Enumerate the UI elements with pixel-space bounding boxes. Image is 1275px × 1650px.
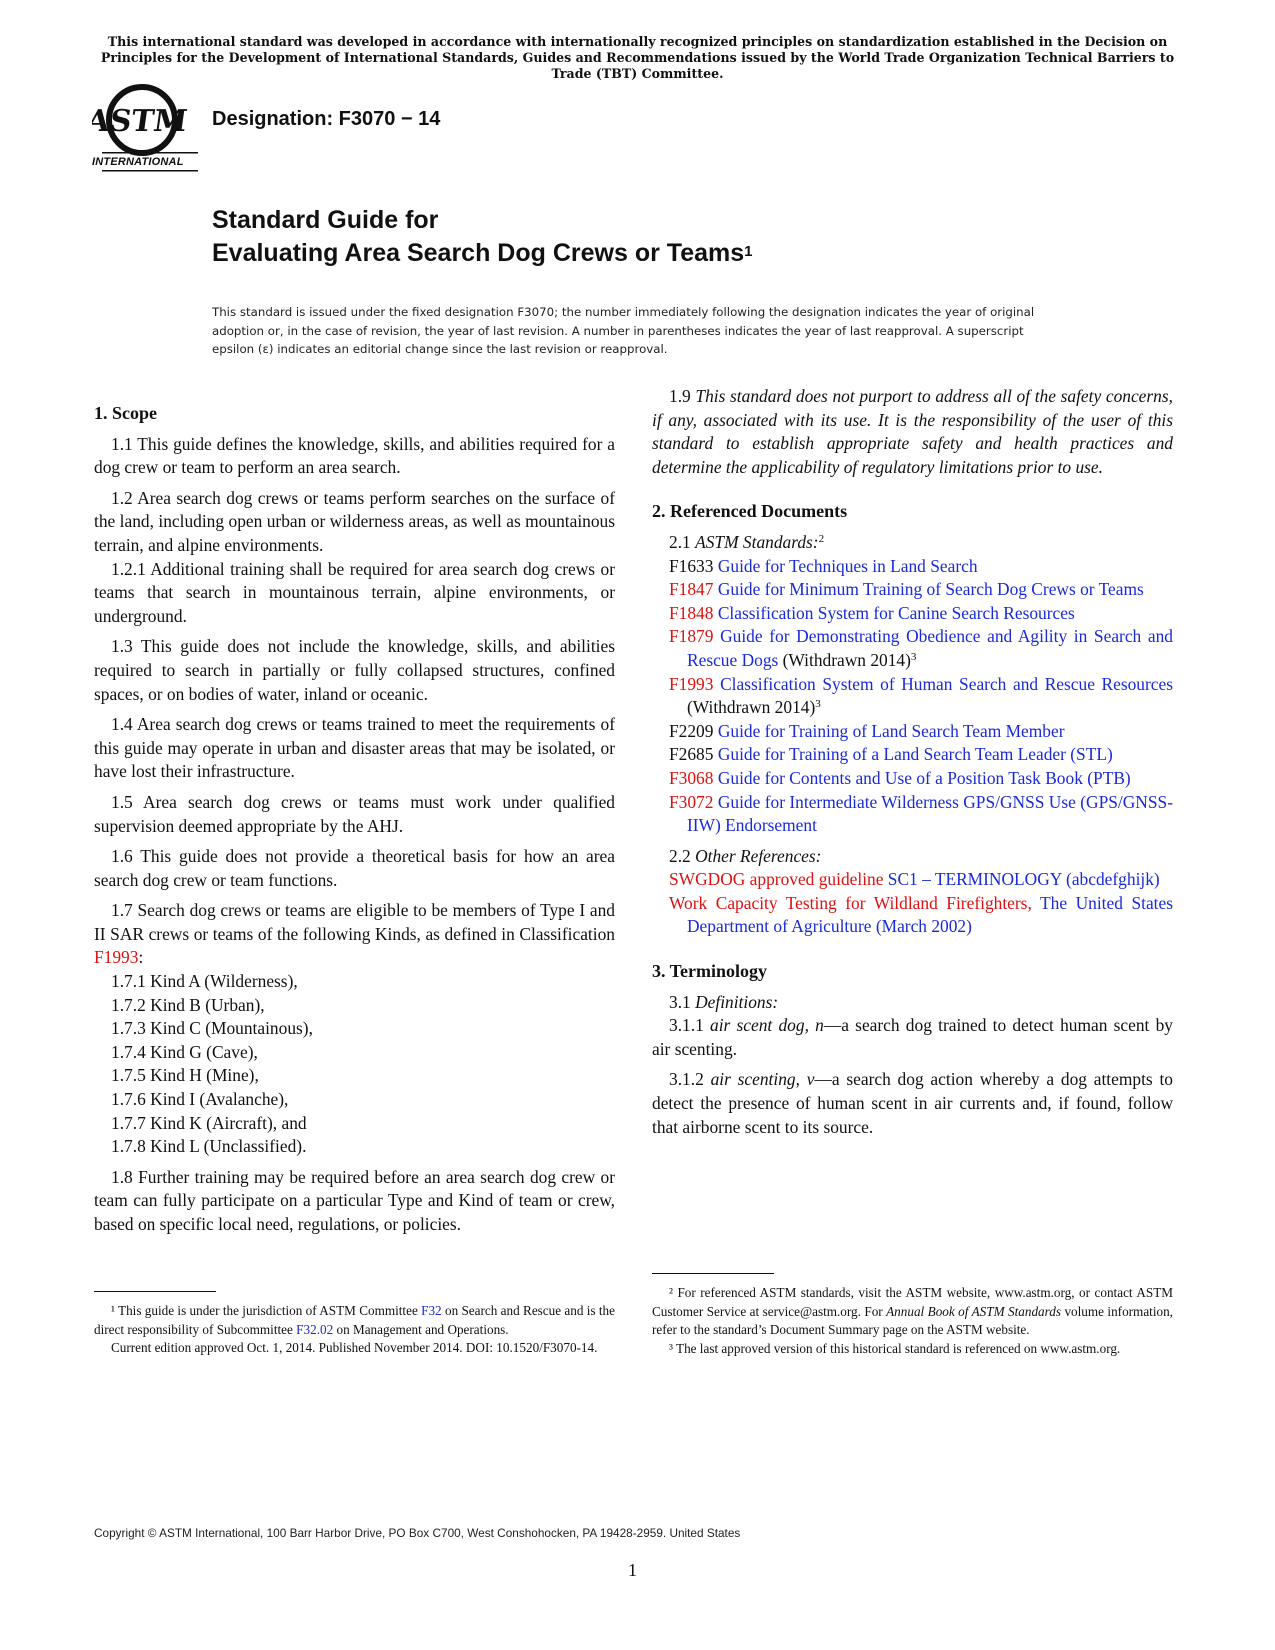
definitions-label: 3.1 Definitions: — [669, 991, 779, 1012]
ref-link[interactable]: Classification System of Human Search and Rescue Resources — [720, 673, 1173, 694]
kinds-list — [94, 970, 615, 1159]
ref-item-f1879: F1879 Guide for Demonstrating Obedience and Agility in Search and Rescue Dogs (Withdrawn 2014)$^3$ — [669, 626, 1173, 670]
kind-item: 1.7.7 Kind K (Aircraft), and — [111, 1112, 307, 1133]
ref-code-link[interactable]: F1879 — [669, 626, 714, 647]
left-column — [94, 402, 615, 1237]
definition-3-1-2: 3.1.2 air scenting, v—a search dog action whereby a dog attempts to detect the presence of human scent in air currents and, if found, follow that airborne scent to its source. — [652, 1069, 1173, 1137]
ref-link[interactable]: Guide for Demonstrating Obedience and Agility in Search and Rescue Dogs — [687, 626, 1173, 670]
ref-code-link[interactable]: F3072 — [669, 791, 714, 812]
ref-item-f1848 — [652, 602, 1173, 626]
paragraph-1-4: 1.4 Area search dog crews or teams trained to meet the requirements of this guide may operate in urban and disaster areas that may be isolated, or have lost their infrastructure. — [94, 714, 615, 782]
kind-item: 1.7.3 Kind C (Mountainous), — [111, 1018, 313, 1039]
ref-item-f1633: F1633 Guide for Techniques in Land Search — [669, 555, 978, 576]
footnote-right — [652, 1284, 1173, 1358]
kind-item: 1.7.6 Kind I (Avalanche), — [111, 1089, 289, 1110]
right-column — [652, 385, 1173, 1139]
footnote-1: ¹ This guide is under the jurisdiction of ASTM Committee F32 on Search and Rescue and is the direct responsibility of Subcommittee F32.02 on Management and Operations. — [94, 1303, 615, 1337]
section-heading-scope: 1. Scope — [94, 403, 157, 423]
swgdog-link[interactable]: SWGDOG approved guideline — [669, 869, 884, 890]
document-title — [212, 204, 752, 270]
copyright-line: Copyright © ASTM International, 100 Barr Harbor Drive, PO Box C700, West Conshohocken, PA 19428-2959. United States — [94, 1526, 741, 1540]
kind-item: 1.7.2 Kind B (Urban), — [111, 994, 265, 1015]
issuance-note: This standard is issued under the fixed designation F3070; the number immediately following the designation indicates the year of original adoption or, in the case of revision, the year of last revision. A number in parentheses indicates the year of last reapproval. A superscript epsilon (ε) indicates an editorial change since the last revision or reapproval. — [212, 305, 1035, 356]
ref-item-f3068 — [652, 767, 1173, 791]
footnote-3: ³ The last approved version of this historical standard is referenced on www.astm.org. — [669, 1340, 1121, 1356]
usda-link[interactable]: The United States Department of Agriculture (March 2002) — [687, 892, 1173, 937]
footnote-1-edition: Current edition approved Oct. 1, 2014. Published November 2014. DOI: 10.1520/F3070-14. — [111, 1340, 598, 1355]
title-line-2: Evaluating Area Search Dog Crews or Teams$^1$ — [212, 239, 753, 267]
page-number: 1 — [628, 1560, 637, 1580]
ref-item-f1847 — [652, 578, 1173, 602]
ref-code-link[interactable]: F1848 — [669, 602, 714, 623]
ref-code-link[interactable]: F1993 — [669, 673, 714, 694]
ref-item-f2209: F2209 Guide for Training of Land Search Team Member — [669, 720, 1065, 741]
designation: Designation: F3070 − 14 — [212, 108, 441, 130]
ref-code-link[interactable]: F1847 — [669, 579, 714, 600]
paragraph-1-6: 1.6 This guide does not provide a theoretical basis for how an area search dog crew or team functions. — [94, 846, 615, 890]
paragraph-1-8: 1.8 Further training may be required before an area search dog crew or team can fully participate on a particular Type and Kind of team or crew, based on specific local need, regulations, or policies. — [94, 1166, 615, 1234]
footnote-2: ² For referenced ASTM standards, visit the ASTM website, www.astm.org, or contact ASTM Customer Service at service@astm.org. For Annual Book of ASTM Standards volume information, refer to the standard’s Document Summary page on the ASTM website. — [652, 1285, 1173, 1337]
ref-link[interactable]: Guide for Techniques in Land Search — [717, 555, 978, 576]
ref-item-work-capacity — [652, 892, 1173, 939]
link-f32-02[interactable]: F32.02 — [296, 1321, 334, 1337]
ref-link[interactable]: Guide for Contents and Use of a Position Task Book (PTB) — [717, 767, 1131, 788]
section-heading-referenced: 2. Referenced Documents — [652, 501, 848, 522]
swgdog-terminology-link[interactable]: SC1 – TERMINOLOGY (abcdefghijk) — [883, 869, 1160, 890]
footnote-rule-right — [652, 1273, 774, 1274]
kind-item: 1.7.8 Kind L (Unclassified). — [111, 1136, 307, 1157]
title-line-1: Standard Guide for — [212, 206, 439, 234]
paragraph-1-2-1: 1.2.1 Additional training shall be required for area search dog crews or teams that search in mountainous terrain, alpine environments, or underground. — [94, 558, 615, 626]
footnote-rule-left — [94, 1291, 216, 1292]
ref-item-swgdog — [652, 868, 1173, 892]
kind-item: 1.7.4 Kind G (Cave), — [111, 1041, 258, 1062]
definition-3-1-1: 3.1.1 air scent dog, n—a search dog trained to detect human scent by air scenting. — [652, 1015, 1174, 1059]
ref-link[interactable]: Guide for Minimum Training of Search Dog Crews or Teams — [717, 579, 1144, 600]
ref-item-f1993: F1993 Classification System of Human Search and Rescue Resources (Withdrawn 2014)$^3$ — [669, 673, 1173, 718]
kind-item: 1.7.1 Kind A (Wilderness), — [111, 971, 298, 992]
ref-link[interactable]: Classification System for Canine Search Resources — [717, 602, 1075, 623]
work-capacity-link[interactable]: Work Capacity Testing for Wildland Firefighters, — [669, 892, 1032, 913]
paragraph-1-3: 1.3 This guide does not include the knowledge, skills, and abilities required to search in partially or fully collapsed structures, confined spaces, or on bodies of water, inland or oceanic. — [94, 636, 615, 704]
paragraph-1-1: 1.1 This guide defines the knowledge, skills, and abilities required for a dog crew or team to perform an area search. — [94, 433, 615, 478]
ref-link[interactable]: Guide for Training of Land Search Team Member — [717, 720, 1065, 741]
kind-item: 1.7.5 Kind H (Mine), — [111, 1065, 259, 1086]
other-references-label: 2.2 Other References: — [669, 845, 822, 866]
astm-logo-icon — [92, 84, 198, 176]
paragraph-1-5: 1.5 Area search dog crews or teams must work under qualified supervision deemed appropriate by the AHJ. — [94, 791, 615, 836]
astm-standards-label: 2.1 ASTM Standards:$^2$ — [669, 531, 825, 552]
paragraph-1-9: 1.9 This standard does not purport to address all of the safety concerns, if any, associated with its use. It is the responsibility of the user of this standard to establish appropriate safety and health practices and determine the applicability of regulatory limitations prior to use. — [652, 386, 1173, 477]
paragraph-1-2: 1.2 Area search dog crews or teams perform searches on the surface of the land, including open urban or wilderness areas, as well as mountainous terrain, and alpine environments. — [94, 487, 615, 555]
logo-text: INTERNATIONAL — [92, 156, 184, 168]
link-f32[interactable]: F32 — [421, 1303, 442, 1318]
footnote-left — [94, 1302, 615, 1358]
svg-text:ASTM: ASTM — [92, 104, 190, 139]
paragraph-1-7: 1.7 Search dog crews or teams are eligible to be members of Type I and II SAR crews or teams of the following Kinds, as defined in Classification F1993: — [94, 900, 615, 968]
section-heading-terminology: 3. Terminology — [652, 961, 768, 982]
link-f1993[interactable]: F1993 — [94, 947, 139, 968]
ref-item-f2685: F2685 Guide for Training of a Land Search Team Leader (STL) — [669, 744, 1113, 765]
ref-link[interactable]: Guide for Training of a Land Search Team Leader (STL) — [717, 744, 1113, 765]
ref-item-f3072 — [652, 791, 1173, 838]
ref-link[interactable]: Guide for Intermediate Wilderness GPS/GNSS Use (GPS/GNSS-IIW) Endorsement — [687, 791, 1173, 836]
ref-code-link[interactable]: F3068 — [669, 767, 714, 788]
wto-notice: This international standard was developed in accordance with internationally recognized principles on standardization established in the Decision on Principles for the Development of International Standards, Guides and Recommendations issued by the World Trade Organization Technical Barriers to Trade (TBT) Committee. — [100, 34, 1175, 81]
